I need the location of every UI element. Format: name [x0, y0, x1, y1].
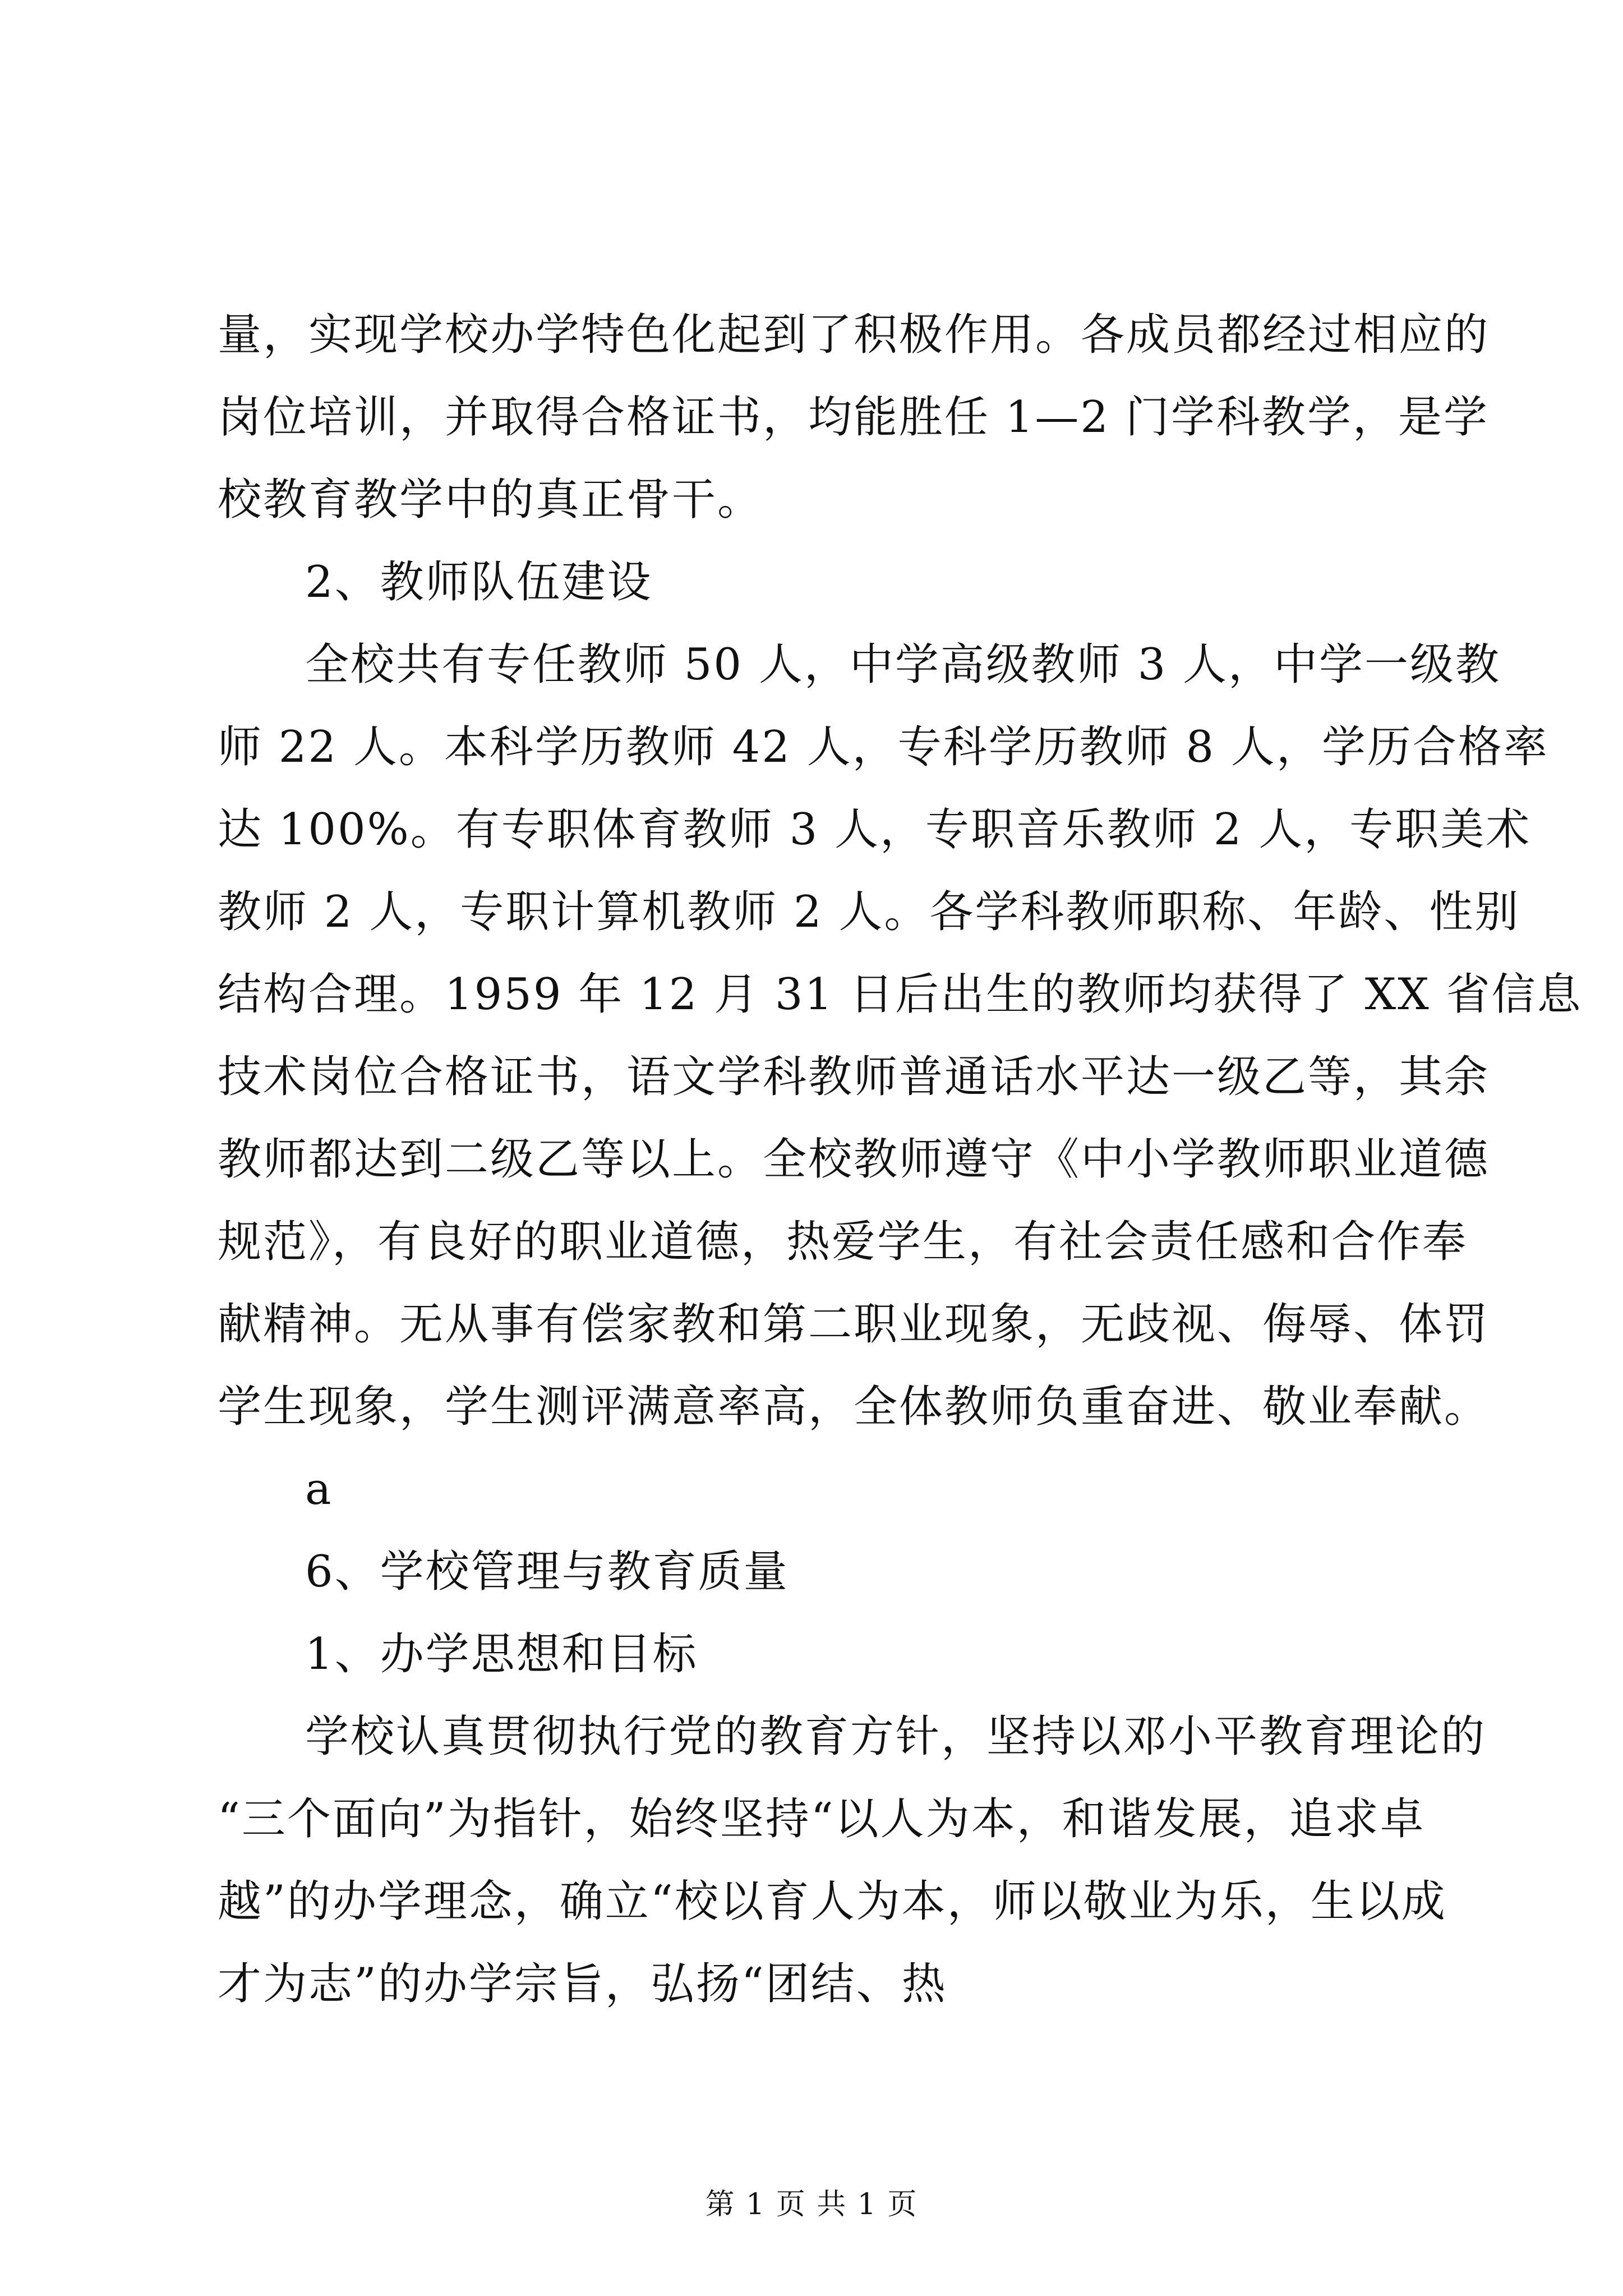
body-line: 校教育教学中的真正骨干。: [218, 475, 763, 525]
body-line: 学生现象，学生测评满意率高，全体教师负重奋进、敬业奉献。: [218, 1382, 1490, 1432]
body-line: 教师 2 人，专职计算机教师 2 人。各学科教师职称、年龄、性别: [218, 887, 1520, 937]
body-line: 达 100%。有专职体育教师 3 人，专职音乐教师 2 人，专职美术: [218, 804, 1532, 855]
body-line: 越”的办学理念，确立“校以育人为本，师以敬业为乐，生以成: [218, 1876, 1447, 1927]
body-line: 献精神。无从事有偿家教和第二职业现象，无歧视、侮辱、体罚: [218, 1299, 1490, 1350]
document-body: [218, 294, 1583, 2026]
body-line: 全校共有专任教师 50 人，中学高级教师 3 人，中学一级教: [305, 639, 1501, 690]
body-line: 才为志”的办学宗旨，弘扬“团结、热: [218, 1959, 947, 2009]
body-line: 师 22 人。本科学历教师 42 人，专科学历教师 8 人，学历合格率: [218, 722, 1549, 772]
body-line: 岗位培训，并取得合格证书，均能胜任 1—2 门学科教学，是学: [218, 392, 1489, 443]
body-line: 量，实现学校办学特色化起到了积极作用。各成员都经过相应的: [218, 310, 1490, 360]
stray-text: a: [305, 1464, 333, 1515]
section-heading: 2、教师队伍建设: [305, 557, 653, 608]
section-heading: 6、学校管理与教育质量: [305, 1547, 789, 1597]
body-line: 教师都达到二级乙等以上。全校教师遵守《中小学教师职业道德: [218, 1134, 1490, 1185]
body-line: 规范》，有良好的职业道德，热爱学生，有社会责任感和合作奉: [218, 1217, 1468, 1267]
subsection-heading: 1、办学思想和目标: [305, 1629, 698, 1680]
page-number-footer: 第 1 页 共 1 页: [705, 2188, 918, 2221]
body-line: 技术岗位合格证书，语文学科教师普通话水平达一级乙等，其余: [218, 1052, 1490, 1102]
body-line: 结构合理。1959 年 12 月 31 日后出生的教师均获得了 XX 省信息: [218, 969, 1583, 1020]
body-line: 学校认真贯彻执行党的教育方针，坚持以邓小平教育理论的: [305, 1711, 1487, 1762]
body-line: “三个面向”为指针，始终坚持“以人为本，和谐发展，追求卓: [218, 1794, 1426, 1844]
